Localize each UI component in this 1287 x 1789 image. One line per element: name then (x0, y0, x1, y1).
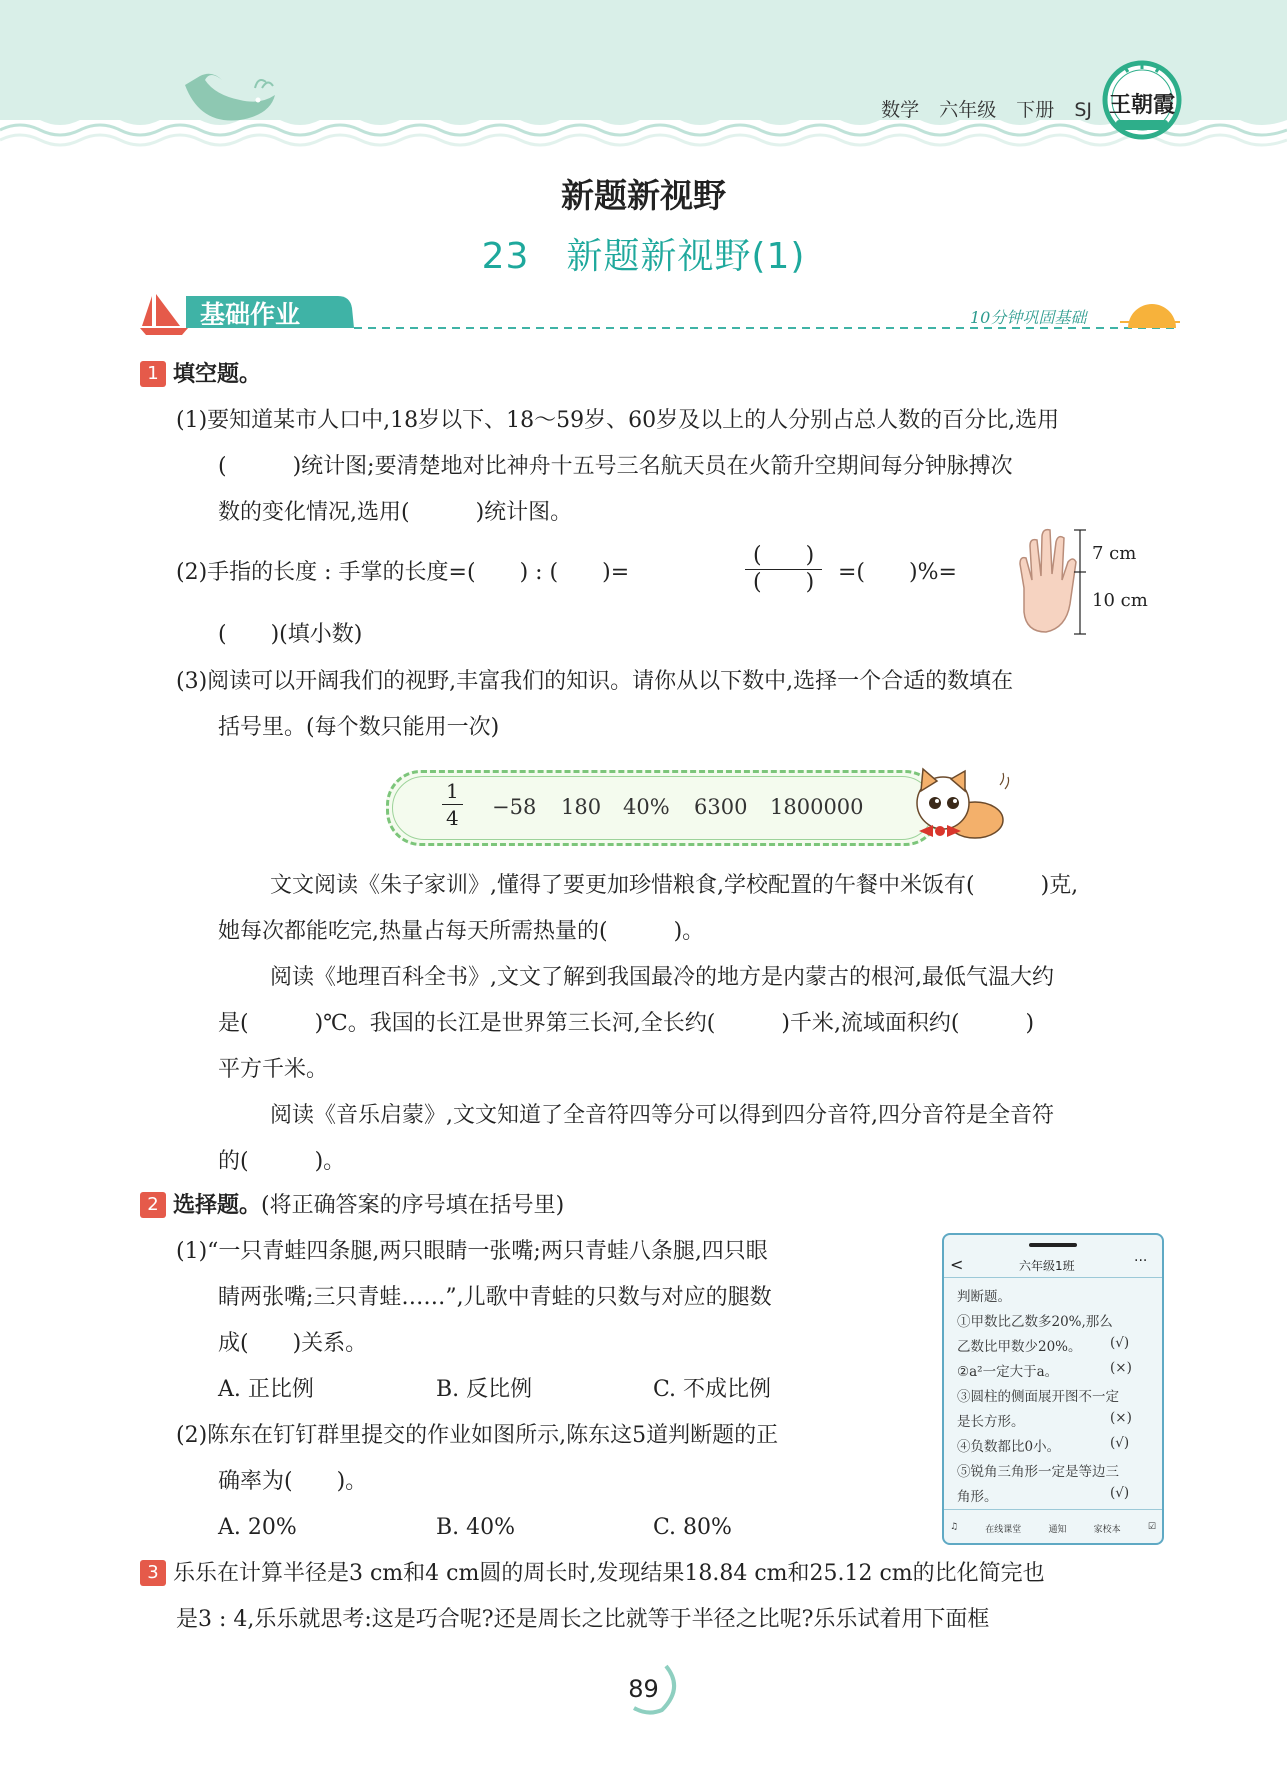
phone-line: ③圆柱的侧面展开图不一定 (957, 1389, 1119, 1405)
phone-screenshot (942, 1233, 1164, 1545)
q1-p2-ratio: (2)手指的长度 : 手掌的长度=( ) : ( )= (176, 560, 630, 585)
checkbox-icon: ☑ (1147, 1522, 1156, 1532)
q1-reading2-line2: 是( )℃。我国的长江是世界第三长河,全长约( )千米,流域面积约( ) (218, 1011, 1035, 1036)
logo-text: 王朝霞 (1108, 92, 1175, 118)
hand-icon (1010, 528, 1090, 636)
q1-p3-line1: (3)阅读可以开阔我们的视野,丰富我们的知识。请你从以下数中,选择一个合适的数填在 (176, 669, 1014, 694)
q1-header (140, 361, 261, 389)
fraction-numerator: ( ) (745, 543, 822, 570)
phone-mark: (×) (1110, 1360, 1132, 1376)
sailboat-icon (140, 294, 188, 335)
q3-text-line2: 是3 : 4,乐乐就思考:这是巧合呢?还是周长之比就等于半径之比呢?乐乐试着用下面框 (176, 1607, 990, 1632)
fraction-denominator: ( ) (753, 570, 815, 595)
header-edition: SJ (1074, 99, 1092, 121)
q1-reading1-line1: 文文阅读《朱子家训》,懂得了要更加珍惜粮食,学校配置的午餐中米饭有( )克, (270, 873, 1079, 898)
phone-back-icon: < (950, 1255, 964, 1274)
q2-p2-option-c: C. 80% (653, 1515, 732, 1540)
q1-reading2-line1: 阅读《地理百科全书》,文文了解到我国最冷的地方是内蒙古的根河,最低气温大约 (270, 965, 1054, 990)
header-wave-banner (0, 0, 1287, 160)
phone-line: ④负数都比0小。 (957, 1439, 1061, 1455)
hand-palm-length: 10 cm (1092, 590, 1148, 611)
q1-title: 填空题。 (173, 362, 262, 387)
phone-title: 六年级1班 (1019, 1259, 1075, 1273)
q2-p2-option-b: B. 40% (436, 1515, 516, 1540)
q1-reading1-line2: 她每次都能吃完,热量占每天所需热量的( )。 (218, 919, 705, 944)
phone-mark: (√) (1110, 1485, 1130, 1501)
q2-p1-option-b: B. 反比例 (436, 1377, 533, 1402)
q2-p1-line2: 睛两张嘴;三只青蛙……”,儿歌中青蛙的只数与对应的腿数 (218, 1285, 772, 1310)
number-option: 6300 (694, 795, 748, 819)
sunset-icon (1120, 304, 1180, 328)
phone-line: ①甲数比乙数多20%,那么 (957, 1314, 1113, 1330)
q2-p1-option-c: C. 不成比例 (653, 1377, 772, 1402)
phone-line: 是长方形。 (957, 1414, 1025, 1430)
q2-p1-line3: 成( )关系。 (218, 1331, 368, 1356)
q1-p3-line2: 括号里。(每个数只能用一次) (218, 715, 500, 740)
q1-p2-decimal: ( )(填小数) (218, 622, 363, 647)
q1-p1-line3: 数的变化情况,选用( )统计图。 (218, 500, 573, 525)
q2-p2-option-a: A. 20% (218, 1515, 297, 1540)
number-option: 180 (561, 795, 602, 819)
page-title: 新题新视野 (561, 176, 726, 215)
header-subject: 数学 (881, 99, 920, 121)
lesson-title: 23 新题新视野(1) (481, 236, 806, 277)
headphone-icon: ♫ (950, 1522, 959, 1532)
header-info (867, 95, 1092, 122)
phone-line: ⑤锐角三角形一定是等边三 (957, 1464, 1119, 1480)
q3-text-line1: 乐乐在计算半径是3 cm和4 cm圆的周长时,发现结果18.84 cm和25.12 cm的比化简完也 (173, 1561, 1045, 1586)
number-option: 40% (623, 795, 670, 819)
header-grade: 六年级 (939, 99, 997, 121)
cat-icon (905, 765, 1010, 845)
q1-p2-fraction (745, 543, 822, 596)
q1-reading3-line2: 的( )。 (218, 1149, 346, 1174)
phone-footer (950, 1522, 1156, 1535)
phone-more-icon: ··· (1134, 1253, 1148, 1269)
phone-mark: (√) (1110, 1335, 1130, 1351)
q1-p1-line1: (1)要知道某市人口中,18岁以下、18～59岁、60岁及以上的人分别占总人数的百分比,选用 (176, 408, 1060, 433)
hand-finger-length: 7 cm (1092, 543, 1137, 564)
q2-number-badge: 2 (140, 1192, 166, 1218)
phone-mark: (×) (1110, 1410, 1132, 1426)
number-one-quarter: $\frac{1}{4}$ (442, 778, 463, 831)
q3-number-badge: 3 (140, 1560, 166, 1586)
phone-notch (1029, 1243, 1077, 1247)
phone-line: 乙数比甲数少20%。 (957, 1339, 1082, 1355)
section-bar-note: 10分钟巩固基础 (970, 308, 1087, 327)
q2-p2-line1: (2)陈东在钉钉群里提交的作业如图所示,陈东这5道判断题的正 (176, 1423, 779, 1448)
section-bar-label: 基础作业 (200, 300, 301, 329)
q1-reading2-line3: 平方千米。 (218, 1057, 329, 1082)
q2-p1-line1: (1)“一只青蛙四条腿,两只眼睛一张嘴;两只青蛙八条腿,四只眼 (176, 1239, 768, 1264)
phone-mark: (√) (1110, 1435, 1130, 1451)
number-option: −58 (492, 795, 537, 819)
header-volume: 下册 (1016, 99, 1055, 121)
phone-line: ②a²一定大于a。 (957, 1364, 1059, 1380)
q1-number-badge: 1 (140, 361, 166, 387)
q2-title: 选择题。 (173, 1193, 262, 1218)
q2-header (140, 1192, 564, 1220)
q3-line1 (140, 1560, 1045, 1588)
q1-reading3-line1: 阅读《音乐启蒙》,文文知道了全音符四等分可以得到四分音符,四分音符是全音符 (270, 1103, 1054, 1128)
q2-note: (将正确答案的序号填在括号里) (261, 1193, 565, 1218)
phone-line: 判断题。 (957, 1289, 1011, 1305)
q1-p1-line2: ( )统计图;要清楚地对比神舟十五号三名航天员在火箭升空期间每分钟脉搏次 (218, 454, 1013, 479)
q2-p2-line2: 确率为( )。 (218, 1469, 368, 1494)
q2-p1-option-a: A. 正比例 (218, 1377, 314, 1402)
page-number: 89 (628, 1675, 659, 1703)
number-option: 1800000 (770, 795, 864, 819)
phone-footer-item: 在线课堂 (985, 1525, 1022, 1535)
phone-line: 角形。 (957, 1489, 998, 1505)
phone-footer-item: 家校本 (1093, 1525, 1121, 1535)
phone-footer-item: 通知 (1048, 1525, 1067, 1535)
q1-p2-percent: =( )%= (838, 560, 957, 585)
